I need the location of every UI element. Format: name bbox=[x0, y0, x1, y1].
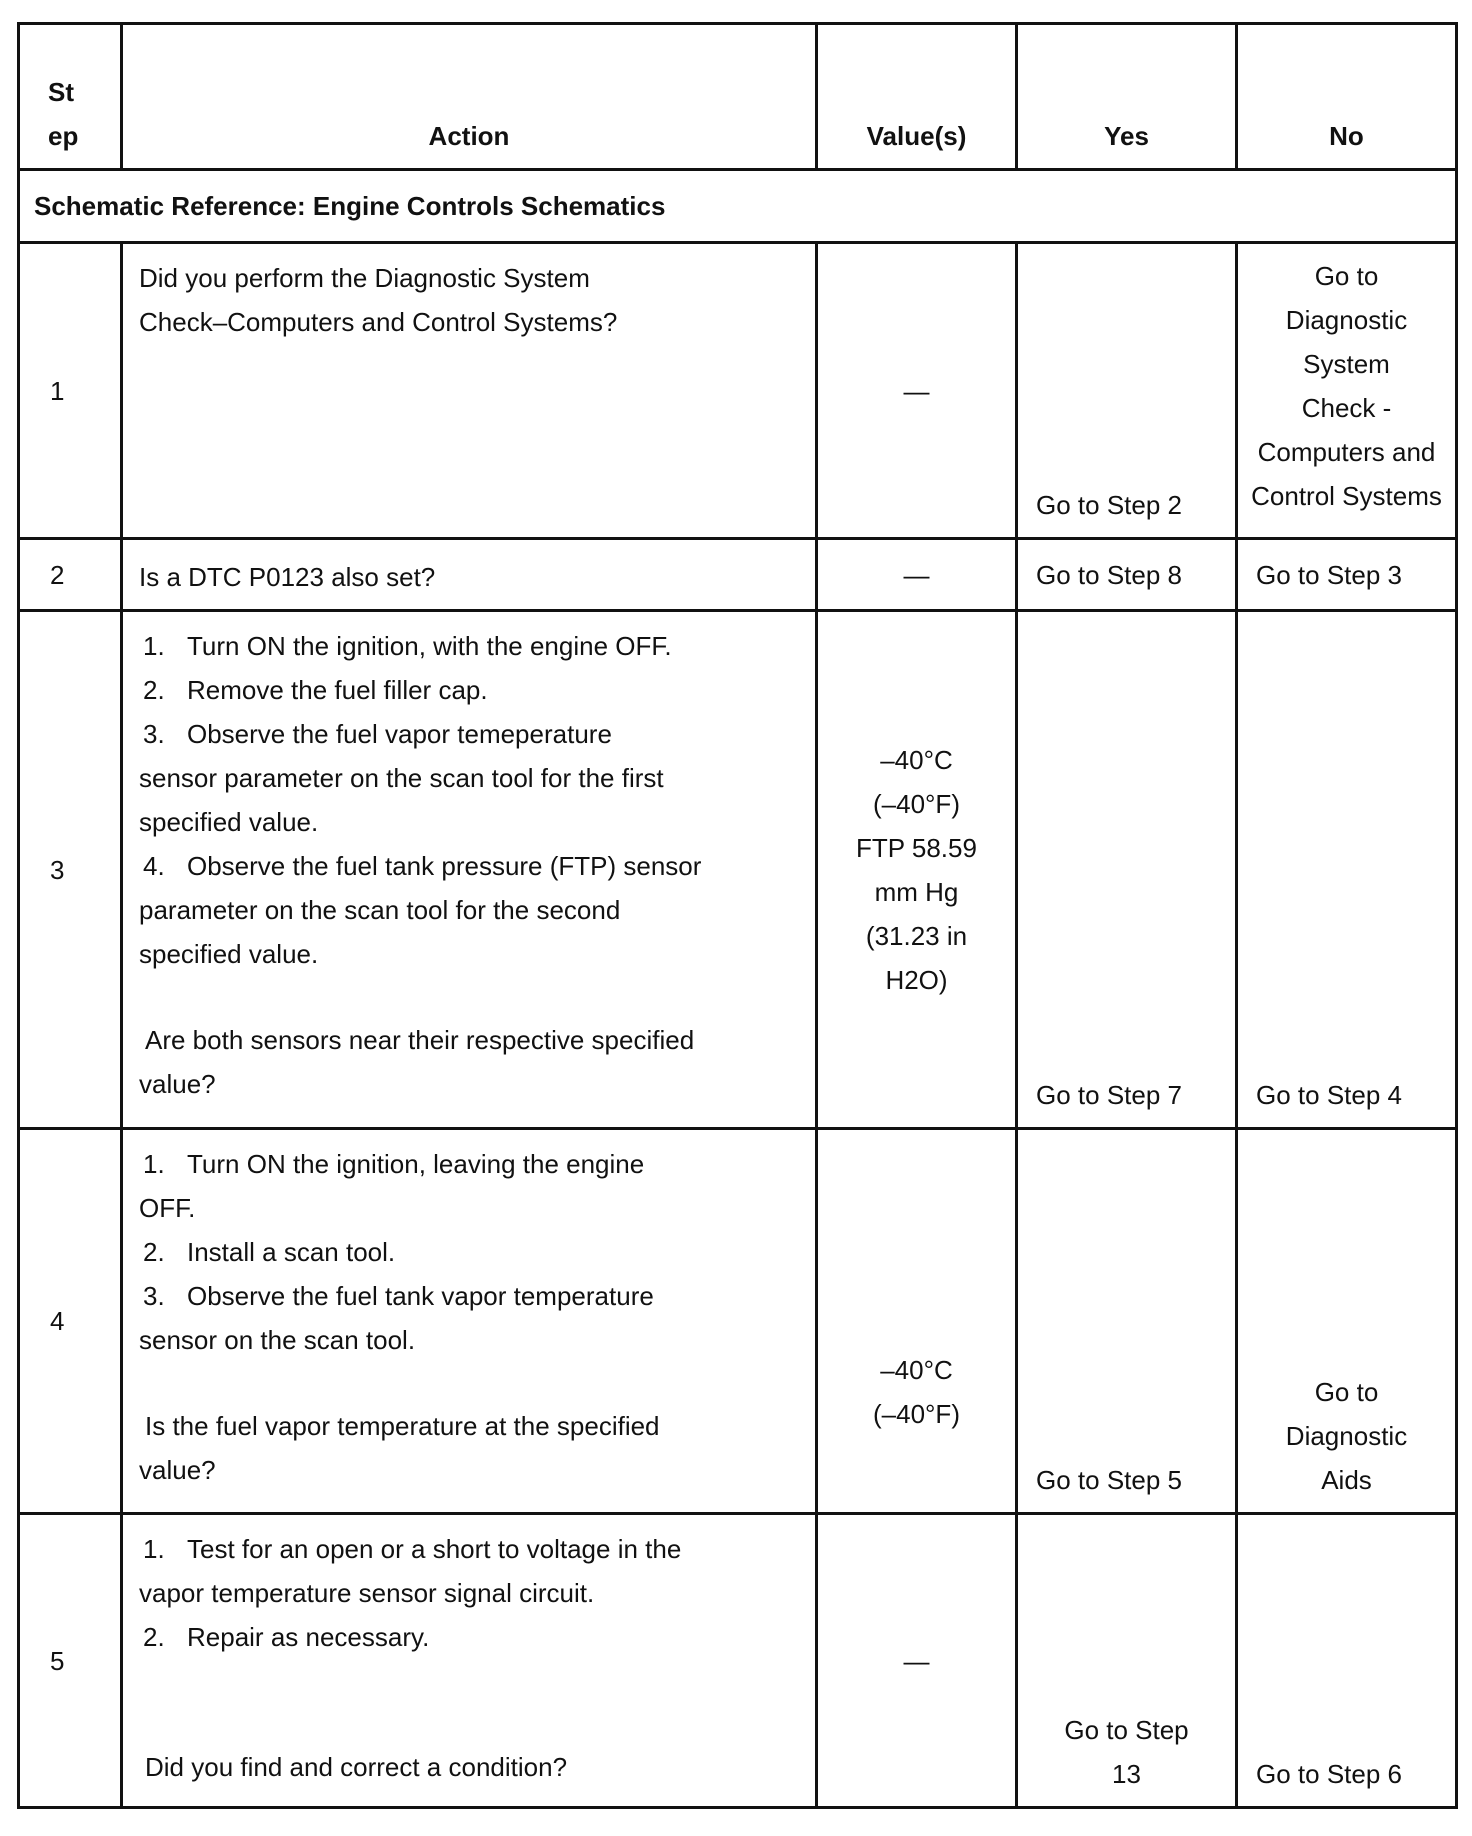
value-cell: –40°C (–40°F) FTP 58.59 mm Hg (31.23 in H2O) bbox=[817, 611, 1017, 1129]
action-cell: Did you perform the Diagnostic System Check–Computers and Control Systems? bbox=[122, 243, 817, 539]
value-cell: — bbox=[817, 539, 1017, 611]
action-cell: 1. Turn ON the ignition, leaving the engine OFF. 2. Install a scan tool. 3. Observe the fuel tank vapor temperature sensor on the scan tool. Is the fuel vapor temperature at the specified value? bbox=[122, 1129, 817, 1514]
table-row bbox=[19, 1514, 1457, 1808]
no-cell: Go to Diagnostic Aids bbox=[1237, 1129, 1457, 1514]
diagnostic-table bbox=[17, 22, 1455, 1818]
header-step: St ep bbox=[19, 24, 122, 170]
yes-cell: Go to Step 7 bbox=[1017, 611, 1237, 1129]
step-number: 5 bbox=[19, 1514, 122, 1808]
header-values: Value(s) bbox=[817, 24, 1017, 170]
no-cell: Go to Diagnostic System Check - Computers and Control Systems bbox=[1237, 243, 1457, 539]
header-yes: Yes bbox=[1017, 24, 1237, 170]
yes-cell: Go to Step 8 bbox=[1017, 539, 1237, 611]
no-cell: Go to Step 6 bbox=[1237, 1514, 1457, 1808]
step-number: 2 bbox=[19, 539, 122, 611]
header-action: Action bbox=[122, 24, 817, 170]
value-cell: –40°C (–40°F) bbox=[817, 1129, 1017, 1514]
no-cell: Go to Step 3 bbox=[1237, 539, 1457, 611]
action-cell: 1. Turn ON the ignition, with the engine OFF. 2. Remove the fuel filler cap. 3. Observe the fuel vapor temeperature sensor parameter on the scan tool for the first specified value. 4. Observe the fuel tank pressure (FTP) sensor parameter on the scan tool for the second specified value. Are both sensors near their respective specified value? bbox=[122, 611, 817, 1129]
value-cell: — bbox=[817, 1514, 1017, 1808]
value-cell: — bbox=[817, 243, 1017, 539]
step-number: 4 bbox=[19, 1129, 122, 1514]
table-row bbox=[19, 1129, 1457, 1514]
no-cell: Go to Step 4 bbox=[1237, 611, 1457, 1129]
reference-row bbox=[19, 170, 1457, 243]
table-row bbox=[19, 539, 1457, 611]
table-row bbox=[19, 611, 1457, 1129]
step-number: 3 bbox=[19, 611, 122, 1129]
yes-cell: Go to Step 2 bbox=[1017, 243, 1237, 539]
table-row bbox=[19, 243, 1457, 539]
yes-cell: Go to Step 13 bbox=[1017, 1514, 1237, 1808]
action-cell: Is a DTC P0123 also set? bbox=[122, 539, 817, 611]
action-cell: 1. Test for an open or a short to voltage in the vapor temperature sensor signal circuit. 2. Repair as necessary. Did you find and correct a condition? bbox=[122, 1514, 817, 1808]
yes-cell: Go to Step 5 bbox=[1017, 1129, 1237, 1514]
schematic-reference: Schematic Reference: Engine Controls Schematics bbox=[19, 170, 1457, 243]
header-no: No bbox=[1237, 24, 1457, 170]
header-row bbox=[19, 24, 1457, 170]
step-number: 1 bbox=[19, 243, 122, 539]
